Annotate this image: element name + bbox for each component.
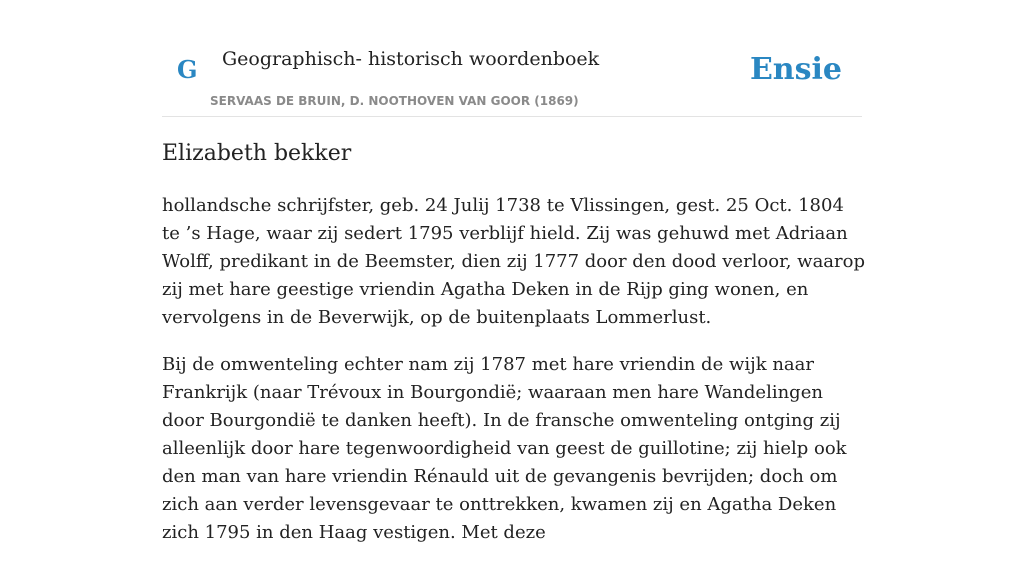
entry-paragraph: hollandsche schrijfster, geb. 24 Julij 1738 te Vlissingen, gest. 25 Oct. 1804 te ’s Hage, waar zij sedert 1795 verblijf hield. Zij was gehuwd met Adriaan Wolff, predikant in de Beemster, dien zij 1777 door den dood verloor, waarop zij met hare geestige vriendin Agatha Deken in de Rijp ging wonen, en vervolgens in de Beverwijk, op de buitenplaats Lommerlust. — [162, 195, 866, 328]
entry-content — [162, 192, 866, 566]
book-author: SERVAAS DE BRUIN, D. NOOTHOVEN VAN GOOR (1869) — [210, 94, 579, 108]
ensie-logo-link[interactable]: Ensie — [749, 52, 842, 87]
book-title-link[interactable]: Geographisch- historisch woordenboek — [222, 48, 600, 70]
book-logo-icon[interactable]: G — [177, 55, 198, 84]
entry-paragraph: Bij de omwenteling echter nam zij 1787 met hare vriendin de wijk naar Frankrijk (naar Trévoux in Bourgondië; waaraan men hare Wandelingen door Bourgondië te danken heeft). In de fransche omwenteling ontging zij alleenlijk door hare tegenwoordigheid van geest de guillotine; zij hielp ook den man van hare vriendin Rénauld uit de gevangenis bevrijden; doch om zich aan verder levensgevaar te onttrekken, kwamen zij en Agatha Deken zich 1795 in den Haag vestigen. Met deze — [162, 354, 847, 543]
entry-title: Elizabeth bekker — [162, 141, 352, 166]
site-header — [162, 0, 862, 117]
